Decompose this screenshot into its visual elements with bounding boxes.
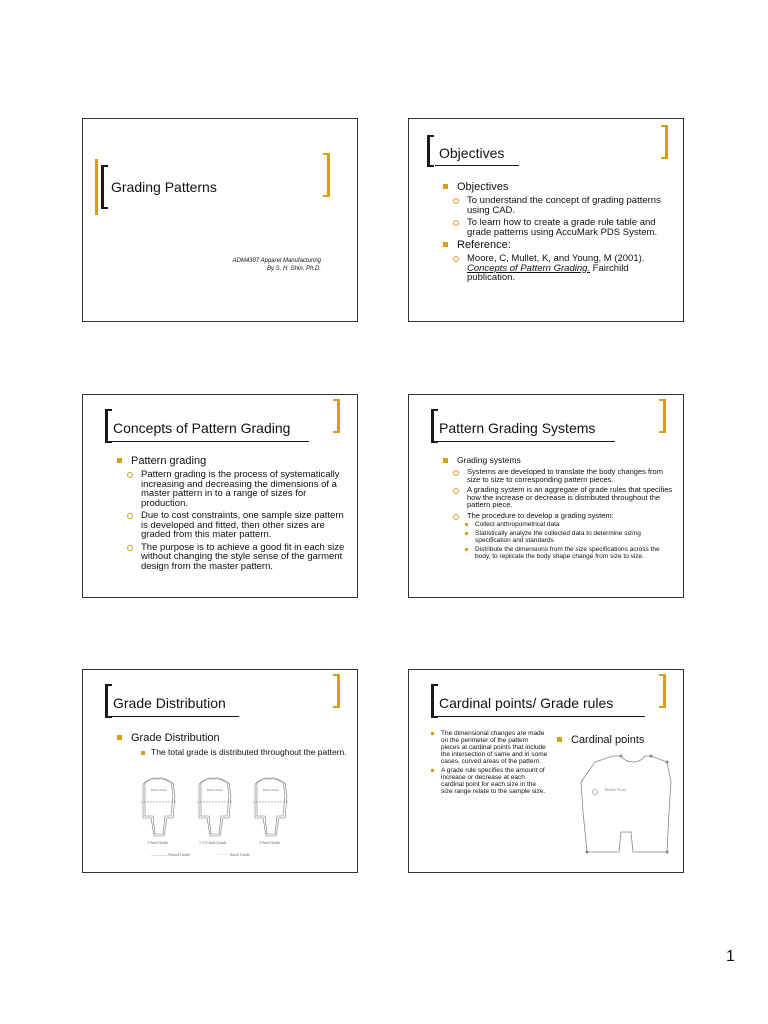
gold-bar-decoration [95, 159, 98, 215]
left-bracket-decoration [105, 409, 112, 443]
sub-bullet: The purpose is to achieve a good fit in each size without changing the style sense of the garment design from the master pattern. [117, 543, 347, 572]
sub-bullet: To learn how to create a grade rule table and grade patterns using AccuMark PDS System. [443, 218, 673, 237]
slide-5 [82, 669, 358, 873]
slide-title: Objectives [439, 145, 505, 161]
left-bracket-decoration [431, 409, 438, 443]
slide-title: Concepts of Pattern Grading [113, 420, 291, 436]
title-underline [435, 441, 615, 442]
sub-sub-bullet: Statistically analyze the collected data to determine sizing specification and standards [443, 530, 673, 544]
slide-6 [408, 669, 684, 873]
slide-body [443, 179, 673, 283]
bullet: Grading systems [443, 455, 673, 465]
title-underline [109, 716, 239, 717]
bullet: The dimensional changes are made on the perimeter of the pattern pieces at cardinal points that include the intersection of same and in some cases, curved areas of the pattern. [425, 730, 549, 765]
reference-title: Concepts of Pattern Grading. [467, 262, 591, 274]
bullet: Pattern grading [117, 455, 347, 467]
piece-label: Bodice Front [151, 788, 167, 792]
sub-bullet: To understand the concept of grading patterns using CAD. [443, 196, 673, 215]
right-bracket-decoration [659, 674, 666, 708]
bullet: Grade Distribution [117, 732, 347, 744]
right-bracket-decoration [659, 399, 666, 433]
sub-bullet: Pattern grading is the process of systematically increasing and decreasing the dimensions of a master pattern in to a range of sizes for production. [117, 470, 347, 508]
sub-bullet: Systems are developed to translate the body changes from size to size to corresponding pattern pieces. [443, 468, 673, 483]
right-bracket-decoration [333, 399, 340, 433]
sub-bullet: Due to cost constraints, one sample size pattern is developed and fitted, then other sizes are graded from this mater pattern. [117, 511, 347, 540]
right-bracket-decoration [323, 153, 330, 197]
left-bracket-decoration [101, 165, 108, 209]
slide-1 [82, 118, 358, 322]
grade-label: 2-Inch Grade [259, 840, 281, 845]
page-number: 1 [726, 948, 735, 965]
bullet: Reference: [443, 239, 673, 251]
sub-bullet: A grading system is an aggregate of grade rules that specifies how the increase or decrease is distributed throughout the pattern piece. [443, 486, 673, 509]
legend-item: ············ Stack Grade [213, 852, 250, 857]
bullet: Cardinal points [557, 734, 677, 746]
piece-label: Bodice Front [263, 788, 279, 792]
slide-title: Grading Patterns [111, 179, 217, 195]
slide-title: Pattern Grading Systems [439, 420, 596, 436]
slide-body [443, 453, 673, 560]
left-column [425, 728, 549, 795]
title-underline [109, 441, 309, 442]
piece-label: Bodice Front [207, 788, 223, 792]
grade-label: 1 1/2-Inch Grade [199, 840, 227, 845]
sub-sub-bullet: Collect anthropometrical data [443, 521, 673, 528]
reference-item [443, 254, 673, 283]
right-bracket-decoration [661, 125, 668, 159]
reference-authors: Moore, C, Mullet, K, and Young, M (2001). [467, 253, 645, 264]
reference-publisher: Fairchild publication. [467, 262, 629, 283]
right-column [557, 732, 677, 746]
author-label: By S. H. Shin, Ph.D. [266, 266, 321, 272]
left-bracket-decoration [427, 135, 434, 167]
left-bracket-decoration [431, 684, 438, 718]
title-underline [435, 165, 519, 166]
title-underline [435, 716, 645, 717]
left-bracket-decoration [105, 684, 112, 718]
figure-labels [137, 774, 307, 864]
slide-title: Cardinal points/ Grade rules [439, 695, 614, 711]
legend-item: ———— Nested Grade [151, 852, 190, 857]
right-bracket-decoration [333, 674, 340, 708]
sub-bullet: The total grade is distributed throughout the pattern. [117, 747, 347, 758]
slide-body [117, 730, 347, 758]
slide-3 [82, 394, 358, 598]
author-credit [233, 257, 322, 273]
grade-label: 1-Inch Grade [147, 840, 169, 845]
sub-bullet: The procedure to develop a grading system: [443, 512, 673, 520]
cardinal-points-figure [573, 752, 683, 864]
slide-2 [408, 118, 684, 322]
course-label: ADM4307 Apparel Manufacturing [232, 258, 321, 264]
figure-label: Bodice Front [605, 787, 626, 792]
slide-title: Grade Distribution [113, 695, 226, 711]
slide-4 [408, 394, 684, 598]
bullet: A grade rule specifies the amount of increase or decrease at each cardinal point for each size in the size range relate to the sample size. [425, 767, 549, 795]
bullet: Objectives [443, 181, 673, 193]
slide-body [117, 453, 347, 571]
sub-sub-bullet: Distribute the dimensions from the size specifications across the body, to replicate the body shape change from size to size. [443, 546, 673, 560]
